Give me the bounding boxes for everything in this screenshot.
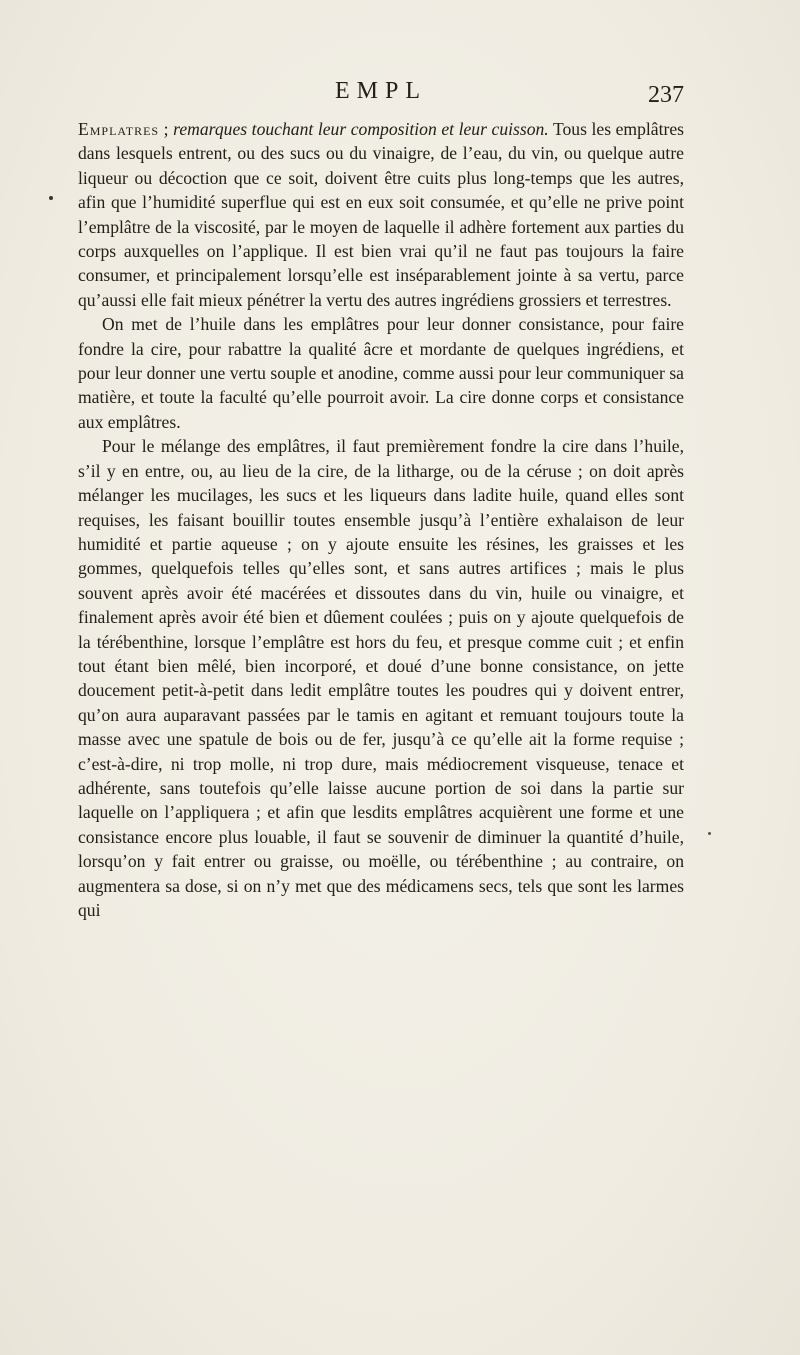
ink-speck bbox=[49, 196, 53, 200]
running-head: EMPL bbox=[334, 78, 427, 104]
paragraph-2: On met de l’huile dans les emplâtres pour leur donner consistance, pour faire fondre la cire, pour rabattre la qualité âcre et mordante de quelques ingrédiens, et pour leur donner une vertu souple et anodine, comme aussi pour leur communiquer sa matière, et toute la faculté qu’elle pourroit avoir. La cire donne corps et consistance aux emplâtres. bbox=[78, 314, 684, 432]
page-number: 237 bbox=[648, 82, 684, 108]
page-header bbox=[78, 78, 684, 112]
heading-separator: ; bbox=[159, 119, 174, 139]
paragraph-3: Pour le mélange des emplâtres, il faut premièrement fondre la cire dans l’huile, s’il y en entre, ou, au lieu de la cire, de la litharge, ou de la céruse ; on doit après mélanger les mucilages, les sucs et les liqueurs dans ladite huile, quand elles sont requises, les faisant bouillir toutes ensemble jusqu’à l’entière exhalaison de leur humidité et partie aqueuse ; on y ajoute ensuite les résines, les graisses et les gommes, quelquefois telles qu’elles sont, et sans autres artifices ; mais le plus souvent après avoir été macérées et dissoutes dans du vin, huile ou vinaigre, et finalement après avoir été bien et dûement coulées ; puis on y ajoute quelquefois de la térébenthine, lorsque l’emplâtre est hors du feu, et presque comme cuit ; et enfin tout étant bien mêlé, bien incorporé, et doué d’une bonne consistance, on jette doucement petit-à-petit dans ledit emplâtre toutes les poudres qui y doivent entrer, qu’on aura auparavant passées par le tamis en agitant et remuant toujours toute la masse avec une spatule de bois ou de fer, jusqu’à ce qu’elle ait la forme requise ; c’est-à-dire, ni trop molle, ni trop dure, mais médiocrement visqueuse, tenace et adhérente, sans toutefois qu’elle laisse aucune portion de soi dans la partie sur laquelle on l’appliquera ; et afin que lesdits emplâtres acquièrent une forme et une consistance encore plus louable, il faut se souvenir de diminuer la quantité d’huile, lorsqu’on y fait entrer ou graisse, ou moëlle, ou térébenthine ; au contraire, on augmentera sa dose, si on n’y met que des médicamens secs, tels que sont les larmes qui bbox=[78, 436, 684, 920]
paragraph-1-text: Tous les emplâtres dans lesquels entrent, ou des sucs ou du vinaigre, de l’eau, du vin, ou quelque autre liqueur ou décoction que ce soit, doivent être cuits plus long-temps que les autres, afin que l’humidité superflue qui est en eux soit consumée, et qu’elle ne prive point l’emplâtre de la viscosité, par le moyen de laquelle il adhère fortement aux parties du corps auxquelles on l’applique. Il est bien vrai qu’il ne faut pas toujours la faire consumer, et principalement lorsqu’elle est inséparablement jointe à sa vertu, parce qu’aussi elle fait mieux pénétrer la vertu des autres ingrédiens grossiers et terrestres. bbox=[78, 119, 685, 310]
headword: Emplatres bbox=[78, 119, 160, 139]
paragraph-1 bbox=[78, 117, 684, 312]
article-subtitle: remarques touchant leur composition et leur cuisson. bbox=[173, 119, 549, 139]
ink-speck bbox=[708, 832, 711, 835]
article-body bbox=[78, 117, 684, 922]
